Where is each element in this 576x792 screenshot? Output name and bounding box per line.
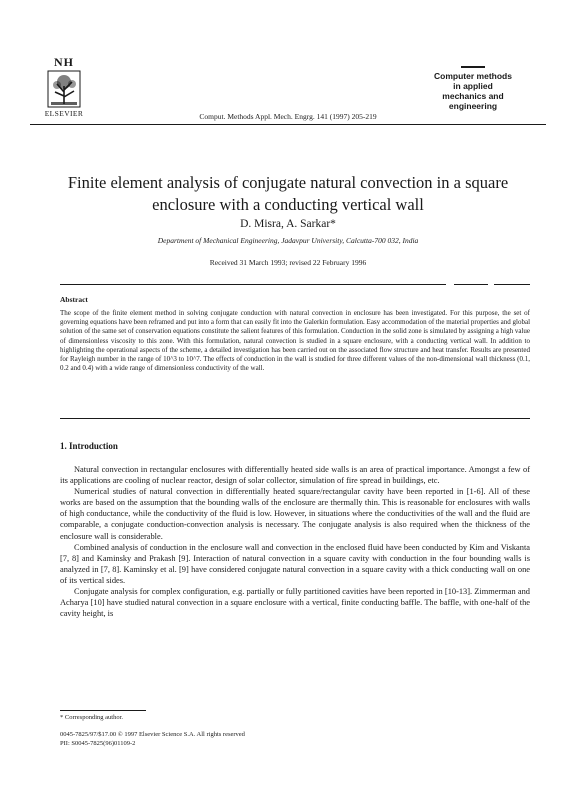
abstract-top-rule-short	[454, 284, 488, 285]
copyright-line: 0045-7825/97/$17.00 © 1997 Elsevier Science S.A. All rights reserved	[60, 731, 245, 738]
journal-title-line: engineering	[448, 101, 498, 111]
body-paragraph: Natural convection in rectangular enclosures with differentially heated side walls is an area of practical importance. Amongst a few of its applications are cooling of nuclear reactor, design of solar collector, simulation of fire spread in buildings, etc.	[60, 465, 530, 486]
header-divider	[30, 124, 546, 125]
footnote-rule	[60, 710, 146, 711]
article-title: Finite element analysis of conjugate natural convection in a square enclosure with a conducting vertical wall	[67, 173, 509, 214]
footnote: * Corresponding author.	[60, 714, 124, 721]
journal-title-bar	[461, 66, 485, 68]
body-paragraph: Conjugate analysis for complex configuration, e.g. partially or fully partitioned cavities have been reported in [10-13]. Zimmerman and Acharya [10] have studied natural convection in a square enclosure with a vertical, finite conducting baffle. The baffle, with one-half of the cavity height, is	[60, 587, 530, 619]
journal-title-block	[418, 66, 528, 111]
article-authors: D. Misra, A. Sarkar*	[240, 218, 336, 230]
abstract-heading: Abstract	[60, 295, 88, 304]
publisher-mark: NH	[54, 55, 74, 69]
abstract-top-rule-long	[60, 284, 446, 285]
copyright-block	[60, 731, 245, 748]
body-paragraph: Combined analysis of conduction in the enclosure wall and convection in the enclosed fluid have been conducted by Kim and Viskanta [7, 8] and Kaminsky and Prakash [9]. Interaction of natural convection in a square cavity with conduction in the four bounding walls is analyzed in [7, 8]. Kaminsky et al. [9] have considered conjugate natural convection in a square cavity with a thick conducting wall on one of its vertical sides.	[60, 542, 530, 585]
publisher-name: ELSEVIER	[44, 109, 84, 118]
elsevier-tree-icon	[47, 70, 81, 108]
journal-citation: Comput. Methods Appl. Mech. Engrg. 141 (1997) 205-219	[199, 112, 377, 121]
body-paragraph: Numerical studies of natural convection in differentially heated square/rectangular cavity have been reported in [1-6]. All of these works are based on the assumption that the bounding walls of the enclosure are thermally thin. This is reasonable for enclosures with walls of high conductance, while the conductivity of the fluid is low. However, in situations where the conductivities of the wall and the fluid are comparable, a conjugate conduction-convection analysis is necessary. The conjugate analysis is also required when the thickness of the enclosure wall is considerable.	[60, 487, 530, 541]
publisher-logo	[38, 56, 90, 118]
journal-title-line: in applied	[453, 81, 493, 91]
section-heading-introduction: 1. Introduction	[60, 441, 118, 451]
abstract-top-rule-short	[494, 284, 530, 285]
abstract-text: The scope of the finite element method in solving conjugate conduction with natural convection in enclosure has been investigated. For this purpose, the set of governing equations have been reframed and put into a form that can easily fit into the Galerkin formulation. Easy accommodation of the material properties and global solution of the same set of conservation equations constitute the salient features of this formulation. Conduction in the solid zone is simulated by assigning a high value of dimensionless viscosity to this zone. With this formulation, natural convection is studied in a square enclosure, with a conducting vertical wall. In addition to highlighting the operational aspects of the scheme, a detailed investigation has been carried out on the associated flow structure and heat transfer. Results are presented for Rayleigh number in the range of 10^3 to 10^7. The effects of conduction in the wall is studied for three different values of the non-dimensional wall thickness (0.1, 0.2 and 0.4) with a wide range of dimensionless conductivity of the wall.	[60, 309, 531, 373]
introduction-body	[60, 464, 530, 619]
pii-line: PII: S0045-7825(96)01109-2	[60, 739, 136, 747]
author-affiliation: Department of Mechanical Engineering, Jadavpur University, Calcutta-700 032, India	[157, 236, 419, 245]
journal-title-line: mechanics and	[442, 91, 504, 101]
received-dates: Received 31 March 1993; revised 22 February 1996	[209, 258, 367, 267]
abstract-bottom-rule	[60, 418, 530, 419]
journal-title-line: Computer methods	[434, 71, 512, 81]
